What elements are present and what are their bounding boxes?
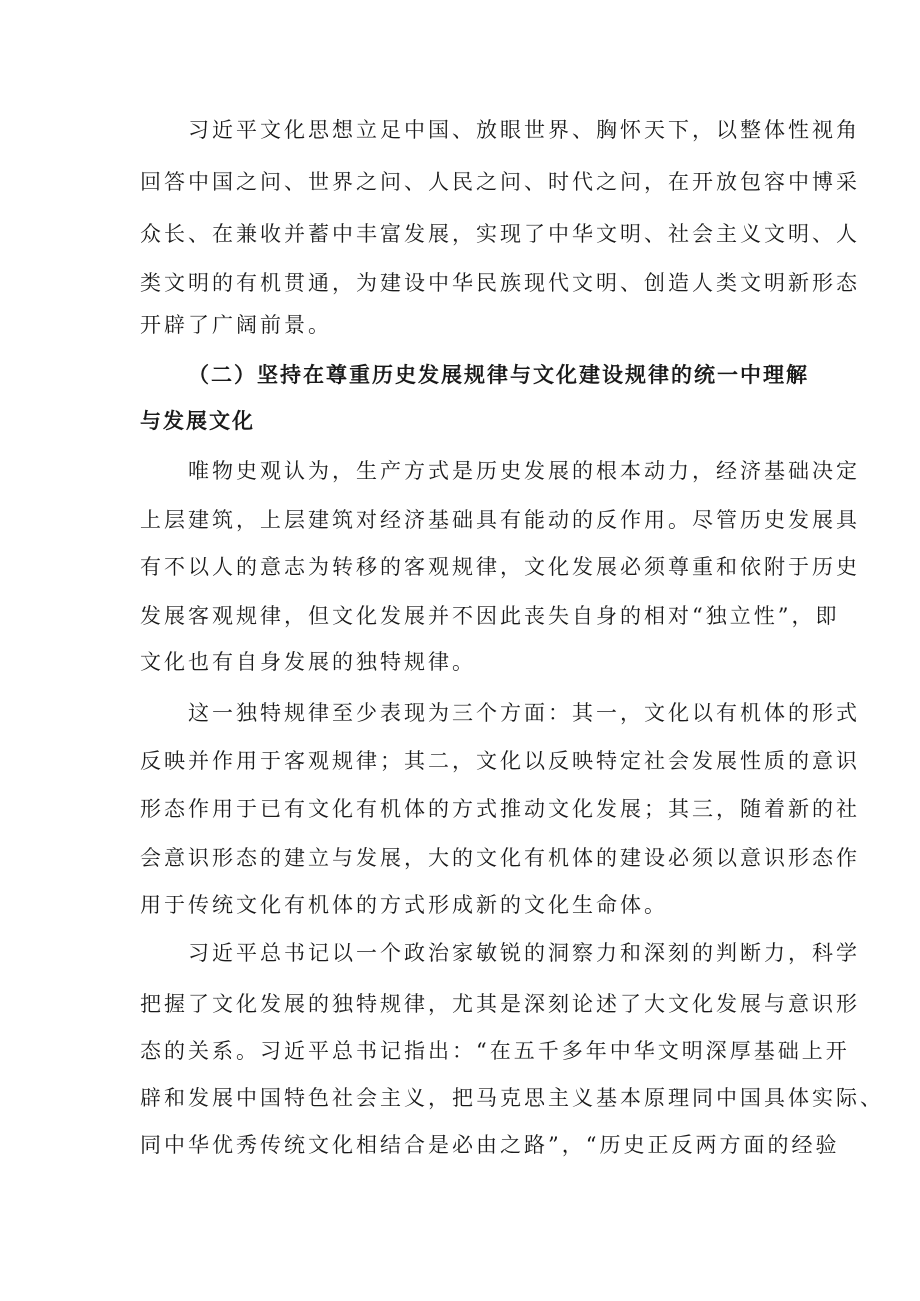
text-line: 唯物史观认为，生产方式是历史发展的根本动力，经济基础决定 bbox=[188, 459, 860, 483]
text-line: 用于传统文化有机体的方式形成新的文化生命体。 bbox=[140, 893, 668, 917]
heading-line: （二）坚持在尊重历史发展规律与文化建设规律的统一中理解 bbox=[188, 363, 809, 387]
text-line: 习近平文化思想立足中国、放眼世界、胸怀天下，以整体性视角 bbox=[188, 118, 860, 142]
text-line: 同中华优秀传统文化相结合是必由之路”，“历史正反两方面的经验 bbox=[140, 1133, 840, 1157]
text-line: 有不以人的意志为转移的客观规律，文化发展必须尊重和依附于历史 bbox=[140, 555, 860, 579]
text-line: 上层建筑，上层建筑对经济基础具有能动的反作用。尽管历史发展具 bbox=[140, 508, 860, 532]
text-line: 形态作用于已有文化有机体的方式推动文化发展；其三，随着新的社 bbox=[140, 797, 860, 821]
text-line: 开辟了广阔前景。 bbox=[140, 313, 332, 337]
text-line: 众长、在兼收并蓄中丰富发展，实现了中华文明、社会主义文明、人 bbox=[140, 222, 860, 246]
text-line: 回答中国之问、世界之问、人民之问、时代之问，在开放包容中博采 bbox=[140, 170, 860, 194]
text-line: 辟和发展中国特色社会主义，把马克思主义基本原理同中国具体实际、 bbox=[140, 1086, 884, 1110]
text-line: 这一独特规律至少表现为三个方面：其一，文化以有机体的形式 bbox=[188, 701, 860, 725]
text-line: 习近平总书记以一个政治家敏锐的洞察力和深刻的判断力，科学 bbox=[188, 941, 860, 965]
text-line: 把握了文化发展的独特规律，尤其是深刻论述了大文化发展与意识形 bbox=[140, 992, 860, 1016]
text-line: 发展客观规律，但文化发展并不因此丧失自身的相对“独立性”，即 bbox=[140, 604, 840, 628]
text-line: 文化也有自身发展的独特规律。 bbox=[140, 650, 476, 674]
text-line: 会意识形态的建立与发展，大的文化有机体的建设必须以意识形态作 bbox=[140, 846, 860, 870]
text-line: 类文明的有机贯通，为建设中华民族现代文明、创造人类文明新形态 bbox=[140, 271, 860, 295]
text-line: 态的关系。习近平总书记指出：“在五千多年中华文明深厚基础上开 bbox=[140, 1039, 850, 1063]
text-line: 反映并作用于客观规律；其二，文化以反映特定社会发展性质的意识 bbox=[140, 749, 860, 773]
heading-line: 与发展文化 bbox=[140, 409, 255, 433]
